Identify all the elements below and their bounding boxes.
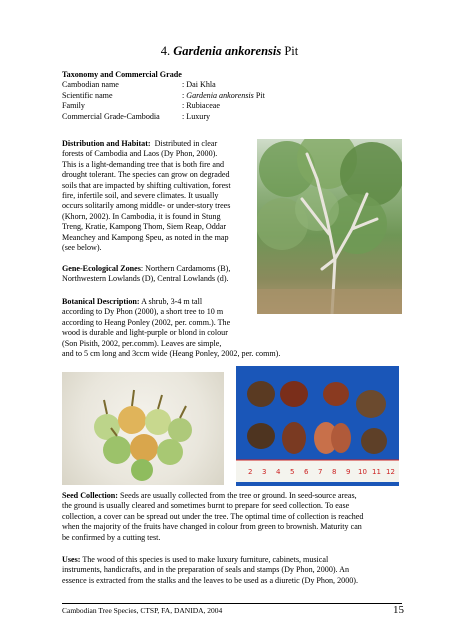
seed-collection-section: [62, 491, 402, 543]
ruler-tick: 5: [290, 468, 295, 476]
botanical-line: (Son Pisith, 2002, per.comm). Leaves are simple,: [62, 338, 222, 348]
ruler-tick: 3: [262, 468, 267, 476]
distribution-line: Meanchey and Kampong Speu, as noted in the map: [62, 232, 229, 242]
seed-line: be confirmed by a cutting test.: [62, 532, 161, 542]
taxonomy-row: [62, 112, 362, 122]
ruler-tick: 6: [304, 468, 309, 476]
botanical-line: and to 5 cm long and 3ccm wide (Heang Ponley, 2002, per. comm).: [62, 349, 281, 359]
fruit-cut-photo: [236, 366, 399, 486]
taxonomy-label: Cambodian name: [62, 80, 119, 90]
species-name: Gardenia ankorensis: [173, 44, 282, 58]
distribution-line: drought tolerant. The species can grow on degraded: [62, 170, 230, 180]
fruit-cut-illustration: [236, 366, 399, 486]
fruit-cluster-photo: [62, 372, 224, 485]
botanical-line: wood is durable and light-purple or blond in colour: [62, 328, 228, 338]
seed-line: Seed Collection: Seeds are usually collected from the tree or ground. In seed-source areas,: [62, 491, 357, 500]
botanical-heading: Botanical Description:: [62, 297, 140, 306]
footer-source: Cambodian Tree Species, CTSP, FA, DANIDA, 2004: [62, 606, 223, 615]
tree-photo: [257, 139, 402, 314]
ruler-tick: 4: [276, 468, 281, 476]
fruit-cluster-illustration: [62, 372, 224, 485]
distribution-line: Distribution and Habitat: Distributed in clear: [62, 139, 218, 148]
uses-section: [62, 555, 402, 586]
ruler-tick: 11: [372, 468, 381, 476]
uses-line: Uses: The wood of this species is used to make luxury furniture, cabinets, musical: [62, 555, 329, 564]
botanical-line: according to Heang Ponley (2002, per. comm.). The: [62, 317, 231, 327]
seed-line: collection, a cover can be spread out under the tree. The optimal time of collection is reached: [62, 511, 364, 521]
zones-section: [62, 264, 402, 285]
distribution-heading: Distribution and Habitat:: [62, 139, 151, 148]
distribution-line: forests of Cambodia and Laos (Dy Phon, 2000).: [62, 149, 218, 159]
footer-rule: [62, 603, 402, 604]
taxonomy-value: : Luxury: [182, 111, 211, 121]
scientific-name-italic: Gardenia ankorensis: [186, 90, 254, 100]
taxonomy-row: [62, 91, 362, 101]
uses-line: instruments, handicrafts, and in the preparation of seals and stamps (Dy Phon, 2000). An: [62, 565, 350, 575]
ruler-tick: 8: [332, 468, 337, 476]
taxonomy-value: : Gardenia ankorensis Pit: [182, 90, 265, 100]
zones-line: Gene-Ecological Zones: Northern Cardamoms (B),: [62, 264, 231, 273]
section-number: 4.: [160, 44, 171, 58]
distribution-line: occurs solitarily among middle- or under-story trees: [62, 201, 231, 211]
distribution-line: fire, infertile soil, and severe climates. It usually: [62, 191, 219, 201]
zones-heading: Gene-Ecological Zones: [62, 264, 141, 273]
distribution-line: soils that are impacted by shifting cultivation, forest: [62, 180, 231, 190]
ruler-tick: 10: [358, 468, 367, 476]
seed-line: the ground is usually cleared and sometimes burnt to prepare for seed collection. To ease: [62, 501, 350, 511]
botanical-line: according to Dy Phon (2000), a short tree to 10 m: [62, 307, 224, 317]
taxonomy-label: Scientific name: [62, 90, 113, 100]
seed-line: when the majority of the fruits have changed in colour from green to brownish. Maturity can: [62, 522, 362, 532]
tree-illustration: [257, 139, 402, 314]
distribution-line: (Khorn, 2002). In Cambodia, it is found in Stung: [62, 211, 221, 221]
page-title: [0, 44, 459, 59]
page-number: 15: [393, 604, 404, 616]
taxonomy-heading: Taxonomy and Commercial Grade: [62, 70, 182, 79]
botanical-section: [62, 297, 402, 359]
zones-line: Northwestern Lowlands (D), Central Lowlands (d).: [62, 274, 229, 284]
uses-heading: Uses:: [62, 555, 81, 564]
taxonomy-value: : Rubiaceae: [182, 101, 220, 111]
uses-line: essence is extracted from the stalks and the leaves to be used as a diuretic (Dy Phon, 2000).: [62, 575, 359, 585]
distribution-line: (see below).: [62, 243, 102, 253]
taxonomy-row: [62, 80, 362, 90]
taxonomy-label: Commercial Grade-Cambodia: [62, 111, 160, 121]
taxonomy-row: [62, 101, 362, 111]
distribution-line: This is a light-demanding tree that is both fire and: [62, 159, 225, 169]
taxonomy-label: Family: [62, 101, 85, 111]
taxonomy-section: [62, 70, 362, 122]
taxonomy-value: : Dai Khla: [182, 80, 216, 90]
distribution-line: Treng, Kratie, Kampong Thom, Siem Reap, Oddar: [62, 222, 227, 232]
ruler-tick: 7: [318, 468, 323, 476]
seed-heading: Seed Collection:: [62, 491, 118, 500]
ruler-tick: 2: [248, 468, 253, 476]
botanical-line: Botanical Description: A shrub, 3-4 m tall: [62, 297, 203, 306]
species-author: Pit: [284, 44, 299, 58]
ruler-tick: 9: [346, 468, 351, 476]
ruler-tick: 12: [386, 468, 395, 476]
distribution-section: [62, 139, 257, 253]
